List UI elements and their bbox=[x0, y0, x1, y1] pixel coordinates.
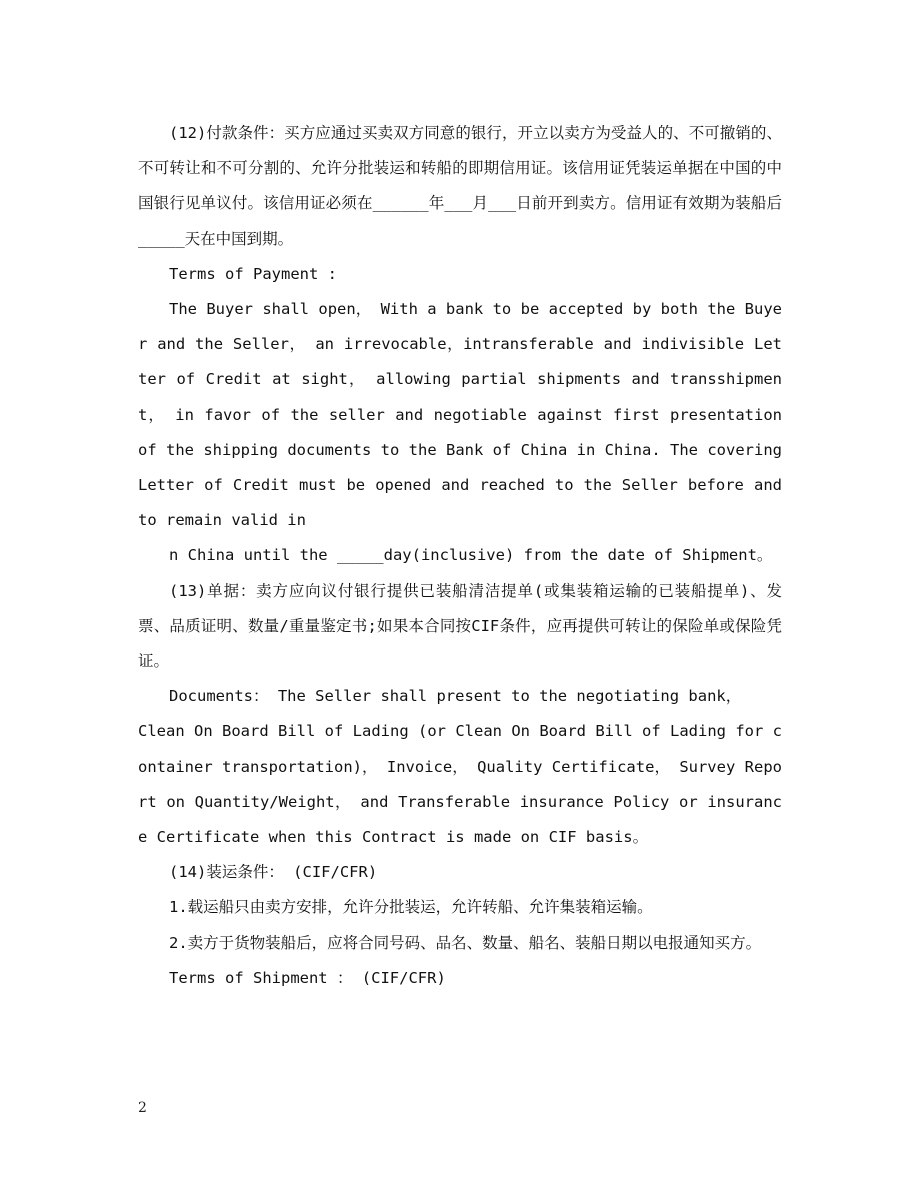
paragraph-payment-terms-en-cont: n China until the _____day(inclusive) from the date of Shipment。 bbox=[169, 546, 773, 565]
document-body bbox=[138, 116, 792, 996]
heading-terms-of-payment: Terms of Payment : bbox=[169, 264, 337, 283]
paragraph-payment-terms-cn: (12)付款条件：买方应通过买卖双方同意的银行，开立以卖方为受益人的、不可撤销的、不可转让和不可分割的、允许分批装运和转船的即期信用证。该信用证凭装运单据在中国的中国银行见单议付。该信用证必须在______年___月___日前开到卖方。信用证有效期为装船后_____天在中国到期。 bbox=[138, 124, 782, 248]
paragraph-documents-en-intro: Documents： The Seller shall present to the negotiating bank， bbox=[169, 687, 742, 706]
paragraph-payment-terms-en: The Buyer shall open， With a bank to be accepted by both the Buyer and the Seller， an irrevocable，intransferable and indivisible Letter of Credit at sight， allowing partial shipments and transshipment， in favor of the seller and negotiable against first presentation of the shipping documents to the Bank of China in China. The covering Letter of Credit must be opened and reached to the Seller before and to remain valid in bbox=[138, 300, 792, 530]
heading-shipment-terms-cn: (14)装运条件： (CIF/CFR) bbox=[169, 863, 378, 882]
paragraph-shipment-item-1: 1.载运船只由卖方安排，允许分批装运，允许转船、允许集装箱运输。 bbox=[169, 898, 653, 917]
paragraph-documents-en-list: Clean On Board Bill of Lading (or Clean On Board Bill of Lading for container transportation)， Invoice， Quality Certificate， Survey Report on Quantity/Weight， and Transferable insurance Policy or insurance Certificate when this Contract is made on CIF basis。 bbox=[138, 722, 782, 847]
heading-terms-of-shipment: Terms of Shipment ： (CIF/CFR) bbox=[169, 968, 446, 987]
paragraph-documents-cn: (13)单据：卖方应向议付银行提供已装船清洁提单(或集装箱运输的已装船提单)、发票、品质证明、数量/重量鉴定书;如果本合同按CIF条件，应再提供可转让的保险单或保险凭证。 bbox=[138, 581, 782, 671]
page-number: 2 bbox=[138, 1100, 147, 1116]
paragraph-shipment-item-2: 2.卖方于货物装船后，应将合同号码、品名、数量、船名、装船日期以电报通知买方。 bbox=[169, 933, 762, 952]
